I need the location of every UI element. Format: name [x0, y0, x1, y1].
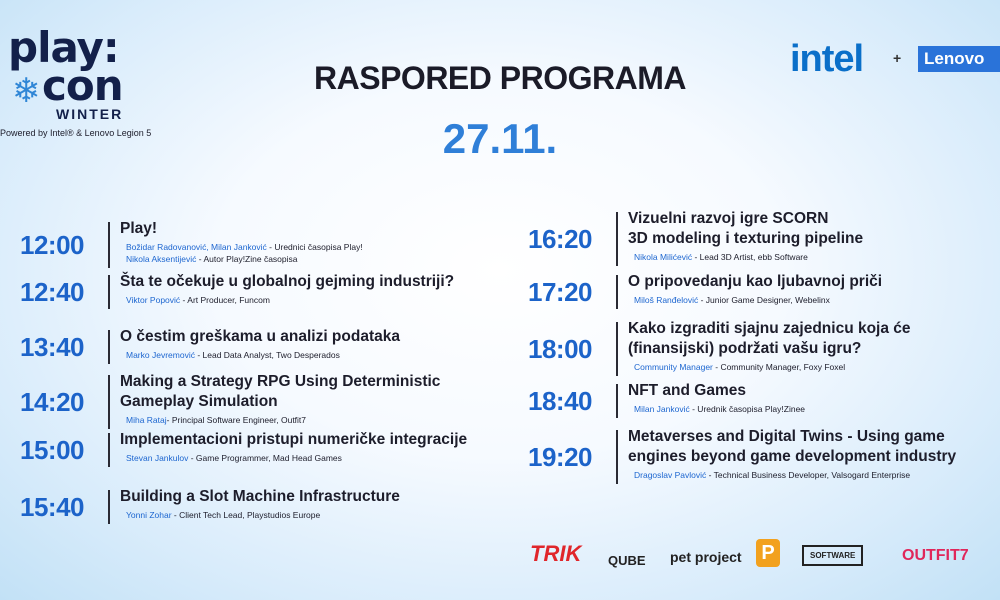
speaker-name: Miha Rataj — [126, 415, 167, 425]
speaker-role: - Urednici časopisa Play! — [266, 242, 363, 252]
speaker-line — [634, 251, 808, 263]
speaker-role: - Art Producer, Funcom — [180, 295, 270, 305]
plus-sign: + — [893, 50, 902, 66]
speaker-line — [126, 253, 298, 265]
talk-title: Making a Strategy RPG Using Deterministic — [120, 373, 441, 390]
speaker-role: - Urednik časopisa Play!Zinee — [689, 404, 806, 414]
schedule-item — [528, 275, 998, 309]
page-title: RASPORED PROGRAMA — [314, 60, 686, 96]
schedule-item — [20, 222, 510, 268]
divider-bar — [108, 433, 110, 467]
logo-line-con: con — [42, 61, 123, 110]
talk-title: Implementacioni pristupi numeričke integracije — [120, 431, 468, 448]
talk-title: Vizuelni razvoj igre SCORN — [628, 210, 829, 227]
divider-bar — [616, 322, 618, 376]
speaker-role: - Client Tech Lead, Playstudios Europe — [171, 510, 321, 520]
schedule-time: 19:20 — [528, 442, 592, 472]
speaker-line — [126, 452, 342, 464]
divider-bar — [616, 384, 618, 418]
speaker-name: Dragoslav Pavlović — [634, 470, 707, 480]
speaker-line — [634, 469, 910, 481]
schedule-time: 15:00 — [20, 435, 84, 465]
schedule-item — [528, 384, 998, 418]
speaker-role: - Lead Data Analyst, Two Desperados — [194, 350, 340, 360]
speaker-role: - Lead 3D Artist, ebb Software — [692, 252, 808, 262]
speaker-role: - Junior Game Designer, Webelinx — [698, 295, 830, 305]
logo-winter: WINTER — [56, 106, 124, 122]
speaker-role: - Game Programmer, Mad Head Games — [188, 453, 342, 463]
partner-trik-logo: TRIK — [530, 541, 582, 566]
divider-bar — [108, 375, 110, 429]
talk-title: 3D modeling i texturing pipeline — [628, 230, 864, 247]
speaker-name: Marko Jevremović — [126, 350, 195, 360]
speaker-name: Yonni Zohar — [126, 510, 172, 520]
divider-bar — [108, 275, 110, 309]
partner-logos — [530, 535, 1000, 575]
talk-title: engines beyond game development industry — [628, 448, 957, 465]
partner-ebb-software-logo: SOFTWARE — [802, 545, 863, 566]
speaker-line — [126, 509, 320, 521]
divider-bar — [616, 430, 618, 484]
schedule-item — [20, 375, 510, 429]
talk-title: Metaverses and Digital Twins - Using game — [628, 428, 945, 445]
schedule-time: 13:40 — [20, 332, 84, 362]
schedule-time: 18:00 — [528, 334, 592, 364]
talk-title: Kako izgraditi sjajnu zajednicu koja će — [628, 320, 911, 337]
talk-title: O pripovedanju kao ljubavnoj priči — [628, 273, 883, 290]
schedule-time: 17:20 — [528, 277, 592, 307]
speaker-role: - Technical Business Developer, Valsogard Enterprise — [706, 470, 911, 480]
divider-bar — [108, 490, 110, 524]
divider-bar — [108, 330, 110, 364]
partner-p-logo: P — [756, 539, 780, 567]
divider-bar — [616, 275, 618, 309]
speaker-line — [634, 361, 845, 373]
talk-title: (finansijski) podržati vašu igru? — [628, 340, 862, 357]
speaker-role: - Principal Software Engineer, Outfit7 — [166, 415, 307, 425]
speaker-role: - Autor Play!Zine časopisa — [196, 254, 298, 264]
speaker-line — [126, 349, 340, 361]
partner-qube-logo: QUBE — [608, 553, 646, 568]
speaker-name: Community Manager — [634, 362, 713, 372]
schedule-item — [528, 212, 998, 266]
talk-title: Play! — [120, 220, 158, 237]
schedule-time: 14:20 — [20, 387, 84, 417]
schedule-time: 15:40 — [20, 492, 84, 522]
speaker-name: Viktor Popović — [126, 295, 181, 305]
talk-title: O čestim greškama u analizi podataka — [120, 328, 400, 345]
talk-title: Building a Slot Machine Infrastructure — [120, 488, 400, 505]
speaker-role: - Community Manager, Foxy Foxel — [712, 362, 846, 372]
speaker-line — [126, 241, 363, 253]
speaker-line — [634, 403, 805, 415]
speaker-name: Božidar Radovanović, Milan Janković — [126, 242, 267, 252]
schedule-item — [528, 322, 998, 376]
schedule-item — [528, 430, 998, 484]
intel-logo: intel — [790, 38, 864, 80]
schedule-time: 12:40 — [20, 277, 84, 307]
talk-title: NFT and Games — [628, 382, 746, 399]
powered-by-text: Powered by Intel® & Lenovo Legion 5 — [0, 128, 152, 138]
schedule-item — [20, 433, 510, 467]
logo-line-play: play: — [8, 23, 119, 72]
speaker-line — [126, 414, 306, 426]
speaker-name: Miloš Ranđelović — [634, 295, 699, 305]
schedule-item — [20, 330, 510, 364]
schedule-time: 16:20 — [528, 224, 592, 254]
lenovo-logo: Lenovo — [918, 46, 1000, 72]
speaker-name: Nikola Aksentijević — [126, 254, 197, 264]
schedule-time: 18:40 — [528, 386, 592, 416]
talk-title: Gameplay Simulation — [120, 393, 278, 410]
partner-outfit7-logo: OUTFIT7 — [902, 547, 969, 564]
snowflake-icon: ❄ — [12, 72, 41, 110]
talk-title: Šta te očekuje u globalnoj gejming industriji? — [120, 273, 455, 290]
speaker-name: Nikola Milićević — [634, 252, 693, 262]
speaker-name: Stevan Jankulov — [126, 453, 189, 463]
divider-bar — [616, 212, 618, 266]
speaker-line — [634, 294, 830, 306]
partner-petproject-logo: pet project — [670, 549, 742, 565]
schedule-item — [20, 490, 510, 524]
speaker-name: Milan Janković — [634, 404, 690, 414]
speaker-line — [126, 294, 270, 306]
divider-bar — [108, 222, 110, 268]
event-date: 27.11. — [442, 115, 558, 162]
schedule-item — [20, 275, 510, 309]
schedule-time: 12:00 — [20, 230, 84, 260]
